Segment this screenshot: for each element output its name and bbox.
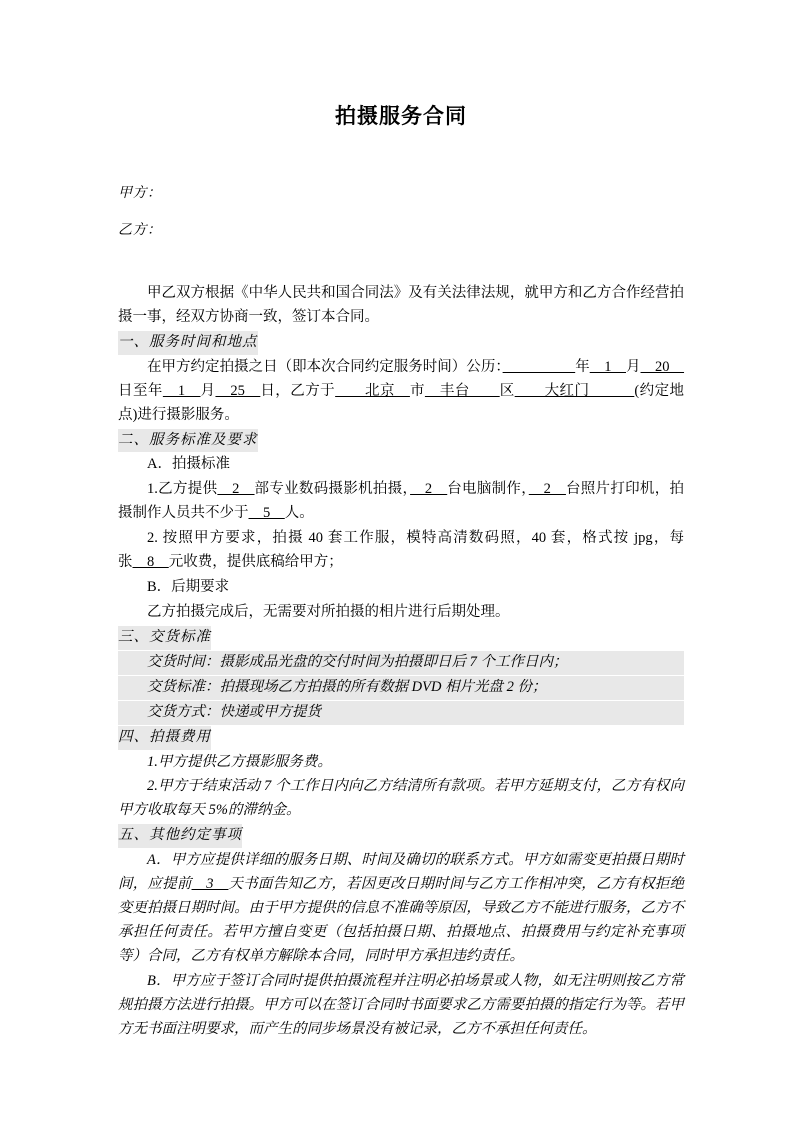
section-3 <box>118 626 684 725</box>
section-5-heading-row <box>118 824 684 848</box>
section-2-heading-row <box>118 429 684 453</box>
party-a-line: 甲方： <box>118 186 162 201</box>
section-4-heading-row <box>118 726 684 750</box>
section-2 <box>118 429 684 625</box>
section-heading: 一、服务时间和地点 <box>118 331 258 355</box>
section-heading: 五、其他约定事项 <box>118 824 242 848</box>
section-2-paragraph-4: B．后期要求 <box>147 579 230 596</box>
section-2-paragraph-3: 2. 按照甲方要求，拍摄 40 套工作服，模特高清数码照，40 套，格式按 jpg，每张 8 元收费，提供底稿给甲方； <box>118 530 684 571</box>
page-title: 拍摄服务合同 <box>335 105 467 128</box>
section-5-paragraph-2: B．甲方应于签订合同时提供拍摄流程并注明必拍场景或人物，如无注明则按乙方常规拍摄方法进行拍摄。甲方可以在签订合同时书面要求乙方需要拍摄的指定行为等。若甲方无书面注明要求，而产生的同步场景没有被记录，乙方不承担任何责任。 <box>118 972 684 1037</box>
section-5-paragraph-1: A．甲方应提供详细的服务日期、时间及确切的联系方式。甲方如需变更拍摄日期时间，应提前 3 天书面告知乙方，若因更改日期时间与乙方工作相冲突，乙方有权拒绝变更拍摄日期时间。由于甲方提供的信息不准确等原因，导致乙方不能进行服务，乙方不承担任何责任。若甲方擅自变更（包括拍摄日期、拍摄地点、拍摄费用与约定补充事项等）合同，乙方有权单方解除本合同，同时甲方承担违约责任。 <box>118 852 685 964</box>
section-4 <box>118 726 684 824</box>
section-1-paragraph-1: 在甲方约定拍摄之日（即本次合同约定服务时间）公历： 年 1 月 20 日至年 1 月 25 日，乙方于 北京 市 丰台 区 大红门 (约定地点)进行摄影服务。 <box>118 358 685 423</box>
section-3-paragraph-2: 交货标准：拍摄现场乙方拍摄的所有数据 DVD 相片光盘 2 份； <box>118 676 684 700</box>
section-4-paragraph-1: 1.甲方提供乙方摄影服务费。 <box>147 753 332 770</box>
title-spacer <box>118 130 684 182</box>
section-4-paragraph-2: 2.甲方于结束活动 7 个工作日内向乙方结清所有款项。若甲方延期支付，乙方有权向甲方收取每天 5%的滞纳金。 <box>118 778 684 819</box>
section-2-paragraph-1: A．拍摄标准 <box>147 456 230 473</box>
section-3-heading-row <box>118 626 684 650</box>
section-5 <box>118 824 684 1041</box>
section-2-paragraph-5: 乙方拍摄完成后，无需要对所拍摄的相片进行后期处理。 <box>147 603 510 620</box>
section-2-paragraph-2: 1.乙方提供 2 部专业数码摄影机拍摄， 2 台电脑制作， 2 台照片打印机，拍摄制作人员共不少于 5 人。 <box>118 481 685 522</box>
section-3-paragraph-3: 交货方式：快递或甲方提货 <box>118 701 684 725</box>
parties-spacer <box>118 256 684 282</box>
section-1 <box>118 331 684 428</box>
section-heading: 二、服务标准及要求 <box>118 429 258 453</box>
section-heading: 三、交货标准 <box>118 626 211 650</box>
section-3-paragraph-1: 交货时间：摄影成品光盘的交付时间为拍摄即日后 7 个工作日内； <box>118 651 684 675</box>
party-b-line: 乙方： <box>118 223 162 238</box>
section-1-heading-row <box>118 331 684 355</box>
section-heading: 四、拍摄费用 <box>118 726 211 750</box>
preamble-paragraph: 甲乙双方根据《中华人民共和国合同法》及有关法律法规，就甲方和乙方合作经营拍摄一事，经双方协商一致，签订本合同。 <box>118 285 684 325</box>
